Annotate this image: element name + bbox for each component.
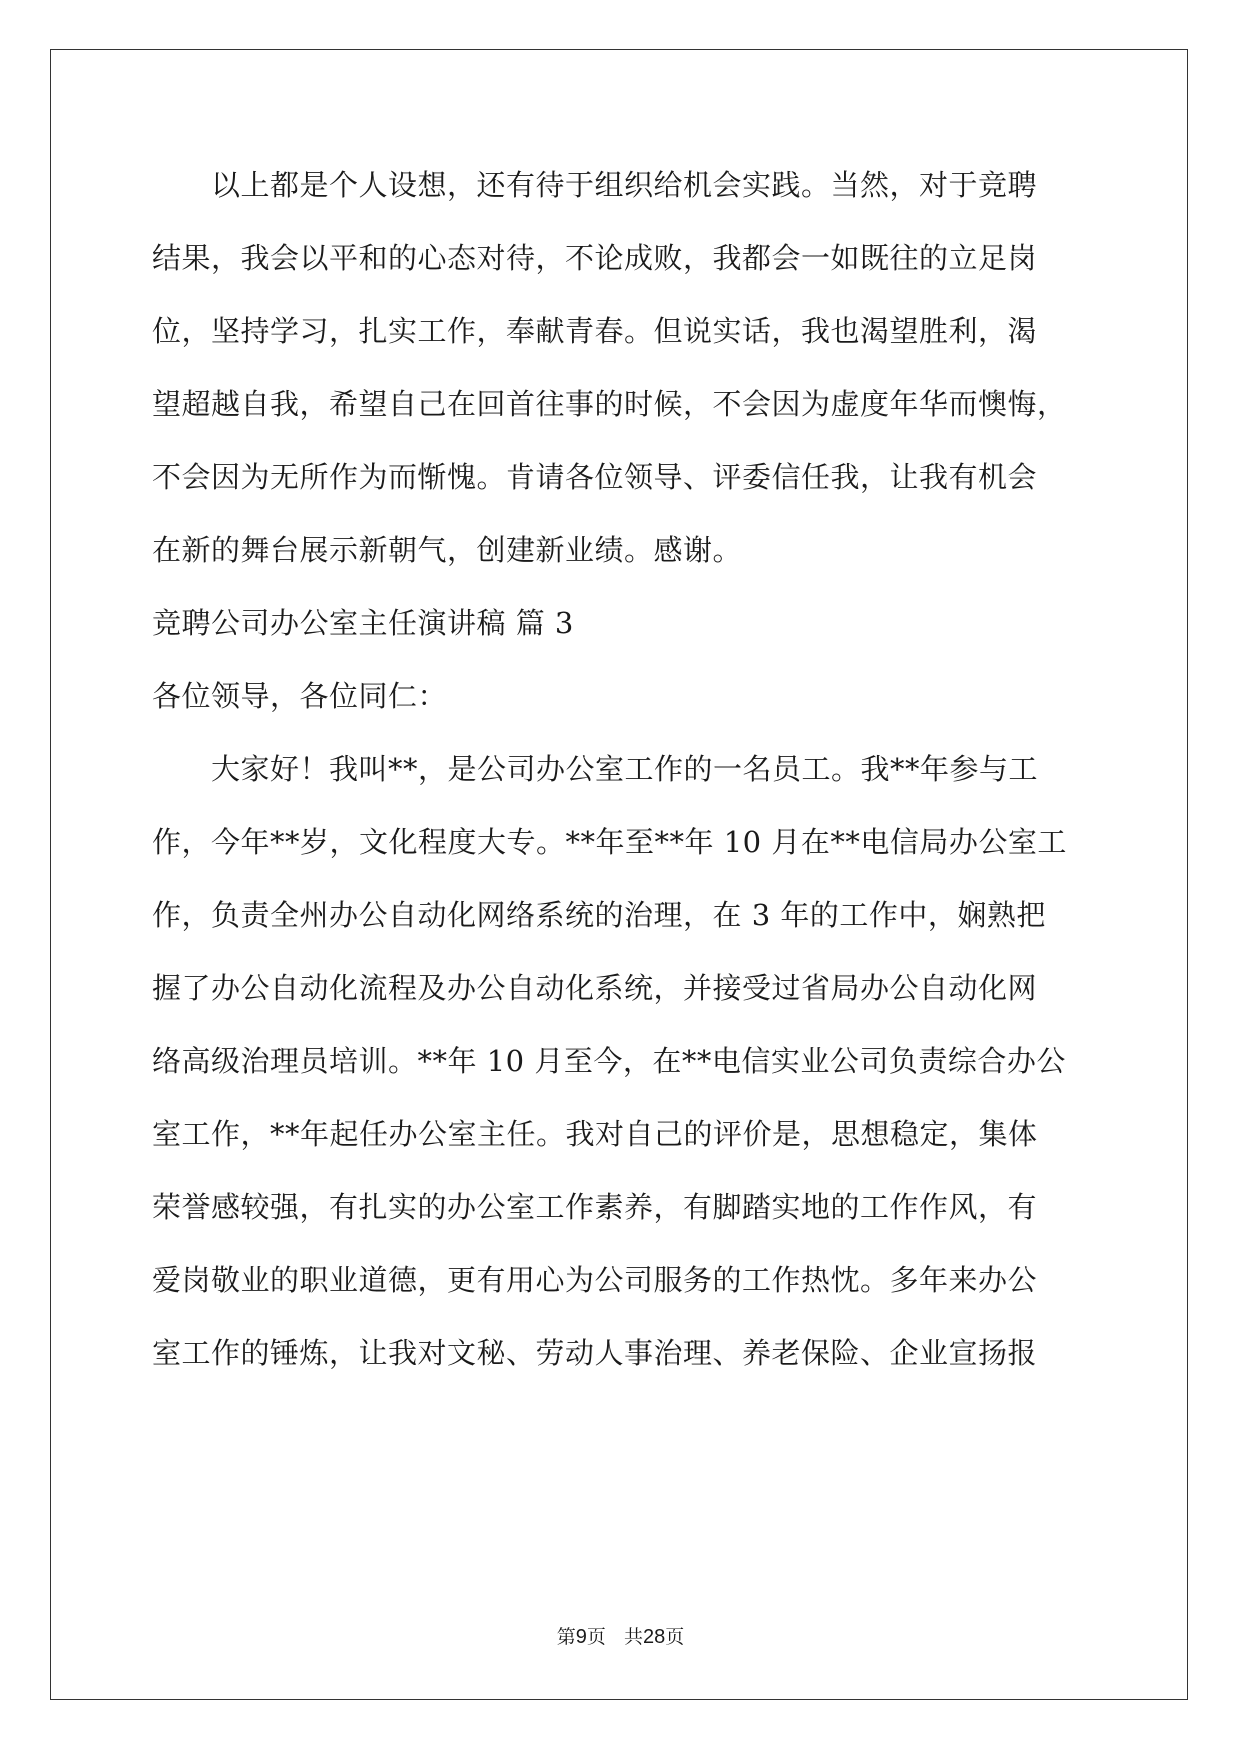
text-line: 室工作的锤炼，让我对文秘、劳动人事治理、养老保险、企业宣扬报 bbox=[152, 1336, 1038, 1370]
page-border bbox=[50, 49, 1188, 1700]
text-line: 荣誉感较强，有扎实的办公室工作素养，有脚踏实地的工作作风，有 bbox=[152, 1190, 1038, 1224]
text-line: 位，坚持学习，扎实工作，奉献青春。但说实话，我也渴望胜利，渴 bbox=[152, 314, 1038, 348]
salutation: 各位领导，各位同仁： bbox=[152, 679, 448, 713]
text-line: 以上都是个人设想，还有待于组织给机会实践。当然，对于竞聘 bbox=[152, 168, 1038, 202]
page-prefix: 第 bbox=[556, 1626, 576, 1648]
total-prefix: 共 bbox=[624, 1626, 644, 1648]
page-suffix: 页 bbox=[586, 1626, 606, 1648]
text-line: 作，今年**岁，文化程度大专。**年至**年 10 月在**电信局办公室工 bbox=[152, 825, 1067, 859]
text-line: 在新的舞台展示新朝气，创建新业绩。感谢。 bbox=[152, 533, 743, 567]
text-line: 爱岗敬业的职业道德，更有用心为公司服务的工作热忱。多年来办公 bbox=[152, 1263, 1038, 1297]
page-footer bbox=[0, 1622, 1241, 1649]
text-line: 望超越自我，希望自己在回首往事的时候，不会因为虚度年华而懊悔， bbox=[152, 387, 1067, 421]
text-line: 作，负责全州办公自动化网络系统的治理，在 3 年的工作中，娴熟把 bbox=[152, 898, 1046, 932]
text-line: 室工作，**年起任办公室主任。我对自己的评价是，思想稳定，集体 bbox=[152, 1117, 1038, 1151]
text-line: 大家好！我叫**，是公司办公室工作的一名员工。我**年参与工 bbox=[152, 752, 1039, 786]
total-suffix: 页 bbox=[665, 1626, 685, 1648]
section-heading: 竞聘公司办公室主任演讲稿 篇 3 bbox=[152, 606, 574, 640]
text-line: 不会因为无所作为而惭愧。肯请各位领导、评委信任我，让我有机会 bbox=[152, 460, 1038, 494]
text-line: 络高级治理员培训。**年 10 月至今，在**电信实业公司负责综合办公 bbox=[152, 1044, 1066, 1078]
total-pages: 28 bbox=[643, 1626, 666, 1648]
text-line: 握了办公自动化流程及办公自动化系统，并接受过省局办公自动化网 bbox=[152, 971, 1038, 1005]
page-number: 9 bbox=[575, 1626, 587, 1648]
text-line: 结果，我会以平和的心态对待，不论成败，我都会一如既往的立足岗 bbox=[152, 241, 1038, 275]
